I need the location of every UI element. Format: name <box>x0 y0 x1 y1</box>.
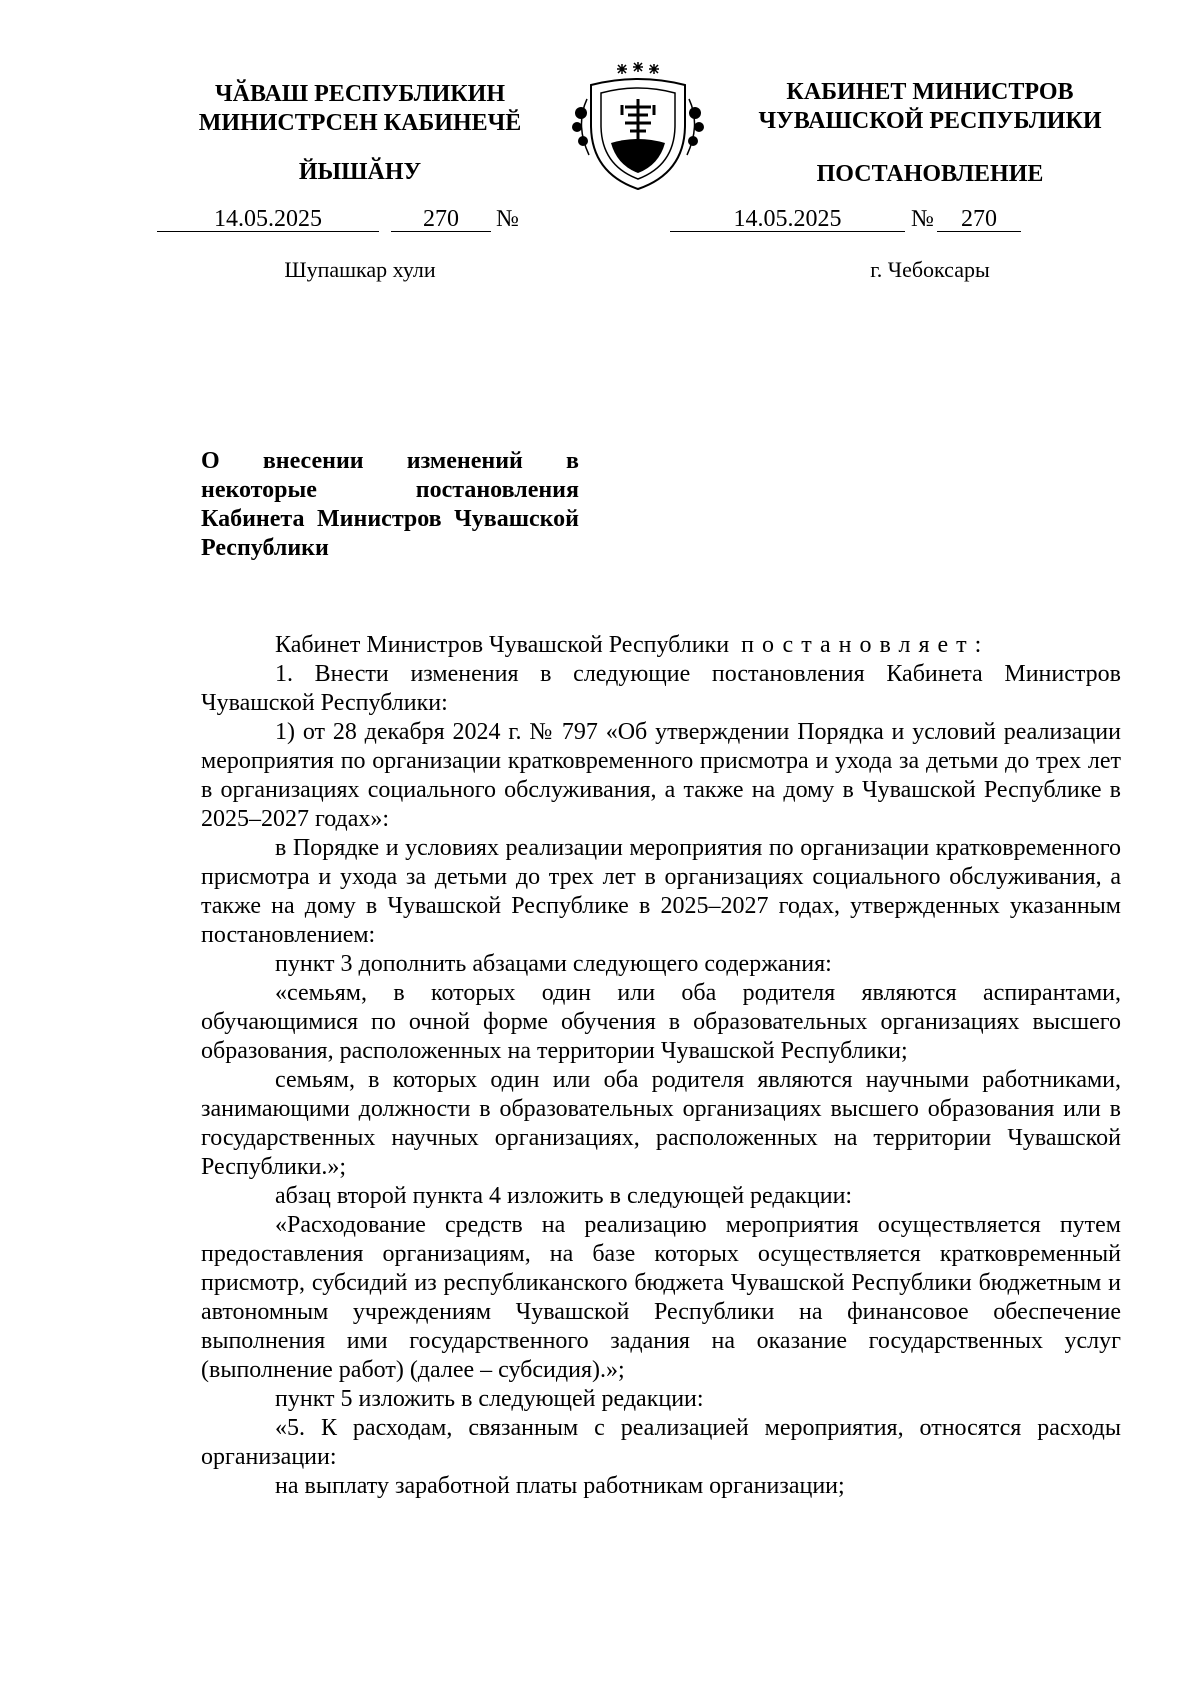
body-paragraph: 1. Внести изменения в следующие постановления Кабинета Министров Чувашской Республики: <box>201 661 1121 716</box>
body-paragraph: семьям, в которых один или оба родителя являются научными работниками, занимающими должности в образовательных организациях высшего образования или в государственных научных организациях, расположенных на территории Чувашской Республики.»; <box>201 1067 1121 1180</box>
body-paragraph: «Расходование средств на реализацию мероприятия осуществляется путем предоставления организациям, на базе которых осуществляется кратковременный присмотр, субсидий из республиканского бюджета Чувашской Республики бюджетным и автономным учреждениям Чувашской Республики на финансовое обеспечение выполнения ими государственного задания на оказание государственных услуг (выполнение работ) (далее – субсидия).»; <box>201 1212 1121 1383</box>
number-row-right <box>0 205 1200 235</box>
body-paragraph: в Порядке и условиях реализации мероприятия по организации кратковременного присмотра и ухода за детьми до трех лет в организациях социального обслуживания, а также на дому в Чувашской Республике в 2025–2027 годах, утвержденных указанным постановлением: <box>201 835 1121 948</box>
place-left: Шупашкар хули <box>284 257 436 282</box>
body-paragraph: 1) от 28 декабря 2024 г. № 797 «Об утверждении Порядка и условий реализации мероприятия по организации кратковременного присмотра и ухода за детьми до трех лет в организациях социального обслуживания, а также на дому в Чувашской Республике в 2025–2027 годах»: <box>201 719 1121 832</box>
coat-of-arms-icon <box>567 55 709 197</box>
header-right-doc-type: ПОСТАНОВЛЕНИЕ <box>816 161 1044 187</box>
body-paragraph: «5. К расходам, связанным с реализацией мероприятия, относятся расходы организации: <box>201 1415 1121 1470</box>
header-right-org <box>705 78 1155 136</box>
right-date: 14.05.2025 <box>733 206 842 232</box>
body-paragraph: пункт 3 дополнить абзацами следующего содержания: <box>275 951 832 977</box>
right-number-sign: № <box>911 206 934 232</box>
left-number-sign: № <box>496 206 519 232</box>
intro-text: Кабинет Министров Чувашской Республики <box>275 632 730 658</box>
document-title: О внесении изменений в некоторые постановления Кабинета Министров Чувашской Республики <box>201 448 579 561</box>
left-date: 14.05.2025 <box>214 206 322 232</box>
intro-spaced-text: постановляет: <box>741 632 990 658</box>
header-right-line2: ЧУВАШСКОЙ РЕСПУБЛИКИ <box>758 108 1102 134</box>
body-paragraph: «семьям, в которых один или оба родителя являются аспирантами, обучающимися по очной форме обучения в образовательных организациях высшего образования, расположенных на территории Чувашской Республики; <box>201 980 1121 1064</box>
right-number-field <box>937 205 1021 232</box>
header-left-line2: МИНИСТРСЕН КАБИНЕЧӖ <box>198 110 522 136</box>
left-number: 270 <box>423 206 459 232</box>
body-paragraph: на выплату заработной платы работникам организации; <box>275 1473 845 1499</box>
place-right: г. Чебоксары <box>870 257 990 282</box>
header-left-line1: ЧӐВАШ РЕСПУБЛИКИН <box>215 81 505 107</box>
document-body <box>201 631 1121 1501</box>
right-number: 270 <box>961 206 997 232</box>
body-paragraph: абзац второй пункта 4 изложить в следующей редакции: <box>275 1183 853 1209</box>
right-date-field <box>670 205 905 232</box>
intro-paragraph <box>201 631 1121 660</box>
header-left-doc-type: ЙЫШӐНУ <box>298 159 422 185</box>
header-right-line1: КАБИНЕТ МИНИСТРОВ <box>786 79 1074 105</box>
body-paragraph: пункт 5 изложить в следующей редакции: <box>275 1386 704 1412</box>
header-left-org <box>160 80 560 138</box>
